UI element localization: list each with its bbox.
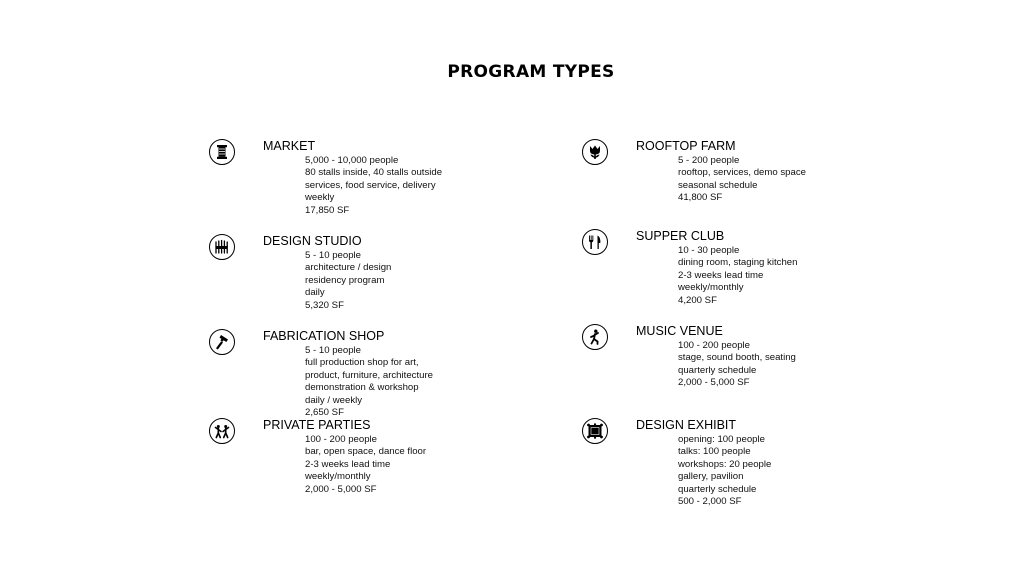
program-detail-line: 10 - 30 people: [678, 245, 740, 256]
program-detail-line: talks: 100 people: [678, 446, 751, 458]
program-details: [678, 155, 806, 205]
program-detail-line: quarterly schedule: [678, 483, 757, 495]
program-detail-line: quarterly schedule: [678, 364, 757, 376]
program-detail-line: residency program: [305, 274, 385, 286]
program-details: [678, 245, 797, 307]
program-detail-line: services, food service, delivery: [305, 179, 436, 191]
framed-picture-icon: [582, 418, 608, 444]
program-detail-line: weekly/monthly: [305, 471, 371, 483]
program-name: DESIGN STUDIO: [263, 234, 362, 248]
program-detail-line: 2,000 - 5,000 SF: [305, 483, 377, 495]
program-detail-line: 2-3 weeks lead time: [305, 458, 391, 470]
program-detail-line: gallery, pavilion: [678, 471, 744, 483]
program-details: [305, 434, 426, 496]
program-detail-line: 2,650 SF: [305, 407, 344, 419]
program-name: MARKET: [263, 139, 316, 153]
program-name: PRIVATE PARTIES: [263, 418, 371, 432]
program-detail-line: 500 - 2,000 SF: [678, 496, 742, 508]
program-detail-line: 80 stalls inside, 40 stalls outside: [305, 167, 443, 179]
program-detail-line: architecture / design: [305, 262, 392, 274]
program-detail-line: 5 - 10 people: [305, 345, 362, 356]
party-people-icon: [209, 418, 235, 444]
program-detail-line: daily / weekly: [305, 394, 363, 406]
program-detail-line: full production shop for art,: [305, 357, 419, 369]
program-name: ROOFTOP FARM: [636, 139, 736, 153]
tulip-icon: [582, 139, 608, 165]
program-detail-line: weekly: [305, 192, 335, 204]
program-name: DESIGN EXHIBIT: [636, 418, 737, 432]
program-detail-line: rooftop, services, demo space: [678, 167, 806, 179]
fork-knife-icon: [582, 229, 608, 255]
program-detail-line: 100 - 200 people: [305, 434, 378, 445]
thread-spool-icon: [209, 139, 235, 165]
program-detail-line: 100 - 200 people: [678, 340, 751, 351]
program-detail-line: opening: 100 people: [678, 434, 765, 445]
program-detail-line: dining room, staging kitchen: [678, 257, 798, 269]
program-name: FABRICATION SHOP: [263, 329, 385, 343]
program-name: SUPPER CLUB: [636, 229, 725, 243]
program-detail-line: 17,850 SF: [305, 204, 350, 216]
drafting-tools-icon: [209, 234, 235, 260]
program-detail-line: bar, open space, dance floor: [305, 446, 427, 458]
program-details: [305, 155, 442, 217]
page-title: PROGRAM TYPES: [447, 62, 615, 82]
program-detail-line: stage, sound booth, seating: [678, 352, 796, 364]
program-detail-line: 2,000 - 5,000 SF: [678, 377, 750, 389]
program-detail-line: 5 - 200 people: [678, 155, 740, 166]
program-detail-line: demonstration & workshop: [305, 382, 419, 394]
program-detail-line: 5 - 10 people: [305, 250, 362, 261]
program-detail-line: seasonal schedule: [678, 179, 758, 191]
program-detail-line: weekly/monthly: [678, 282, 744, 294]
program-detail-line: 5,000 - 10,000 people: [305, 155, 399, 166]
program-detail-line: product, furniture, architecture: [305, 369, 433, 381]
program-details: [305, 250, 391, 312]
program-detail-line: workshops: 20 people: [678, 458, 772, 470]
program-detail-line: 5,320 SF: [305, 299, 344, 311]
program-name: MUSIC VENUE: [636, 324, 723, 338]
program-detail-line: 41,800 SF: [678, 192, 723, 204]
program-details: [678, 340, 796, 390]
program-details: [305, 345, 433, 419]
program-detail-line: 4,200 SF: [678, 294, 717, 306]
hammer-icon: [209, 329, 235, 355]
program-detail-line: 2-3 weeks lead time: [678, 269, 764, 281]
dancer-icon: [582, 324, 608, 350]
program-detail-line: daily: [305, 287, 325, 299]
program-details: [678, 434, 771, 508]
